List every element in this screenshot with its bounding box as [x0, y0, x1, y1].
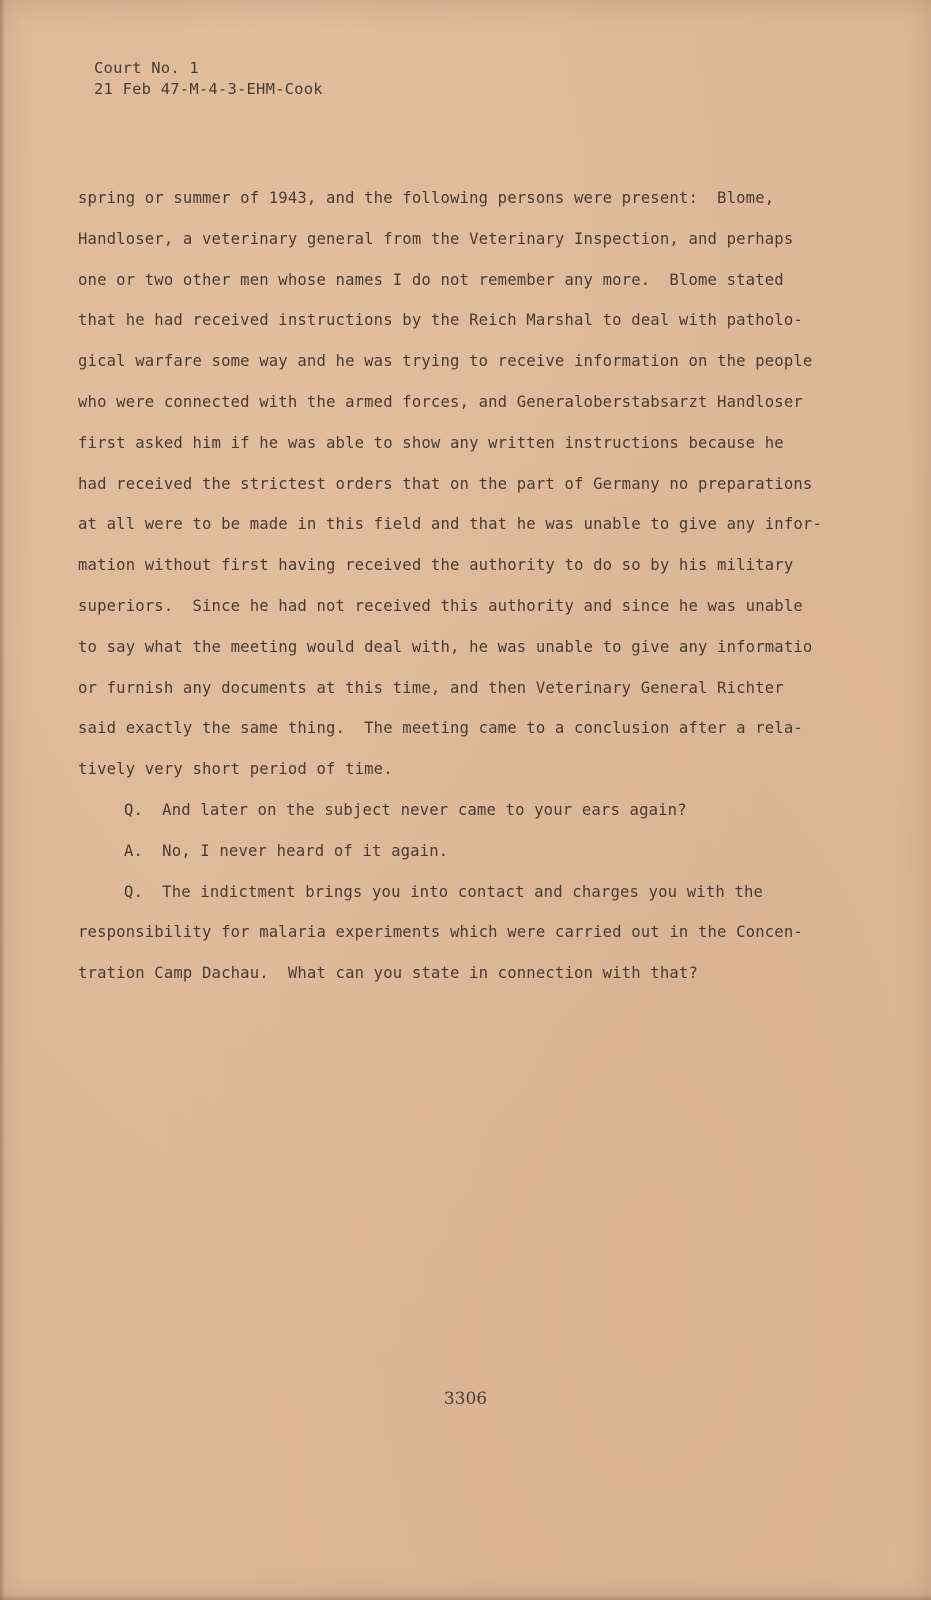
court-number: Court No. 1	[94, 59, 199, 77]
text-line: one or two other men whose names I do not remember any more. Blome stated	[78, 270, 784, 289]
question-line: Q. And later on the subject never came to your ears again?	[124, 800, 687, 819]
page-bottom-shadow	[0, 1594, 931, 1600]
text-line: superiors. Since he had not received this authority and since he was unable	[78, 596, 803, 615]
text-line: at all were to be made in this field and that he was unable to give any infor-	[78, 515, 822, 534]
question-line: Q. The indictment brings you into contact and charges you with the	[124, 882, 764, 901]
text-line: who were connected with the armed forces, and Generaloberstabsarzt Handloser	[78, 392, 803, 411]
text-line: responsibility for malaria experiments which were carried out in the Concen-	[78, 923, 803, 942]
page-number: 3306	[443, 1389, 488, 1409]
text-line: or furnish any documents at this time, and then Veterinary General Richter	[78, 678, 784, 697]
session-reference: 21 Feb 47-M-4-3-EHM-Cook	[94, 80, 323, 98]
text-line: tively very short period of time.	[78, 760, 393, 779]
text-line: had received the strictest orders that on the part of Germany no preparations	[78, 474, 813, 493]
text-line: said exactly the same thing. The meeting came to a conclusion after a rela-	[78, 719, 803, 738]
text-line: Handloser, a veterinary general from the Veterinary Inspection, and perhaps	[78, 229, 794, 248]
text-line: first asked him if he was able to show any written instructions because he	[78, 433, 784, 452]
transcript-body	[78, 178, 878, 994]
page-edge-shadow	[0, 0, 5, 1600]
text-line: tration Camp Dachau. What can you state in connection with that?	[78, 964, 698, 983]
answer-line: A. No, I never heard of it again.	[124, 841, 449, 860]
text-line: gical warfare some way and he was trying to receive information on the people	[78, 352, 813, 371]
text-line: that he had received instructions by the Reich Marshal to deal with patholo-	[78, 311, 803, 330]
text-line: to say what the meeting would deal with, he was unable to give any informatio	[78, 637, 813, 656]
text-line: spring or summer of 1943, and the following persons were present: Blome,	[78, 189, 775, 207]
document-header	[94, 58, 323, 100]
text-line: mation without first having received the authority to do so by his military	[78, 556, 794, 575]
